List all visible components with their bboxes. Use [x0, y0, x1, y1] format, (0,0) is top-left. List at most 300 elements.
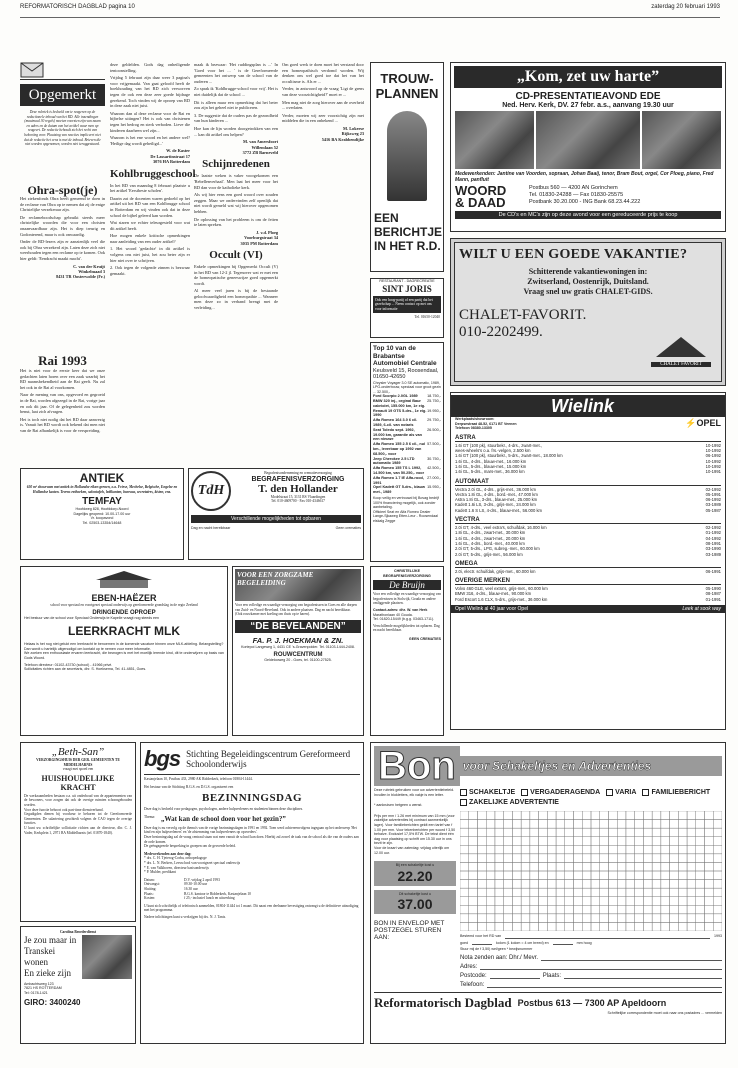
bon-grid-cell[interactable] — [713, 845, 722, 854]
bon-grid-cell[interactable] — [696, 922, 705, 931]
bon-grid-cell[interactable] — [696, 862, 705, 871]
bon-grid-cell[interactable] — [670, 922, 679, 931]
bon-grid-cell[interactable] — [600, 905, 609, 914]
bon-grid-cell[interactable] — [635, 837, 644, 846]
bon-grid-cell[interactable] — [600, 888, 609, 897]
bon-grid-cell[interactable] — [512, 820, 521, 829]
bon-grid-cell[interactable] — [670, 820, 679, 829]
bon-grid-cell[interactable] — [521, 820, 530, 829]
bon-grid-cell[interactable] — [521, 914, 530, 923]
bon-grid-cell[interactable] — [512, 854, 521, 863]
bon-date-field[interactable] — [505, 934, 710, 939]
bon-grid-cell[interactable] — [486, 871, 495, 880]
bon-grid-cell[interactable] — [574, 845, 583, 854]
bon-grid-cell[interactable] — [582, 811, 591, 820]
bon-grid-cell[interactable] — [670, 905, 679, 914]
bon-grid-cell[interactable] — [713, 811, 722, 820]
bon-grid-cell[interactable] — [600, 922, 609, 931]
bon-grid-cell[interactable] — [486, 845, 495, 854]
bon-grid-cell[interactable] — [521, 897, 530, 906]
bon-grid-cell[interactable] — [512, 897, 521, 906]
bon-grid-cell[interactable] — [539, 914, 548, 923]
bon-grid-cell[interactable] — [608, 811, 617, 820]
bon-grid-cell[interactable] — [652, 811, 661, 820]
bon-grid-cell[interactable] — [643, 837, 652, 846]
bon-grid-cell[interactable] — [687, 871, 696, 880]
bon-grid-cell[interactable] — [582, 897, 591, 906]
bon-grid-cell[interactable] — [495, 837, 504, 846]
bon-grid-cell[interactable] — [565, 828, 574, 837]
bon-grid-cell[interactable] — [713, 854, 722, 863]
bon-grid-cell[interactable] — [574, 897, 583, 906]
bon-grid-cell[interactable] — [565, 914, 574, 923]
bon-grid-cell[interactable] — [565, 880, 574, 889]
bon-grid-cell[interactable] — [495, 871, 504, 880]
bon-grid-cell[interactable] — [521, 854, 530, 863]
bon-grid-cell[interactable] — [565, 862, 574, 871]
bon-grid-cell[interactable] — [652, 888, 661, 897]
bon-grid-cell[interactable] — [643, 828, 652, 837]
bon-grid-cell[interactable] — [626, 897, 635, 906]
bon-grid-cell[interactable] — [652, 914, 661, 923]
bon-grid-cell[interactable] — [608, 837, 617, 846]
bon-grid-cell[interactable] — [512, 845, 521, 854]
bon-grid-cell[interactable] — [591, 811, 600, 820]
bon-grid-cell[interactable] — [626, 871, 635, 880]
checkbox-icon[interactable] — [606, 789, 613, 796]
bon-grid-cell[interactable] — [469, 828, 478, 837]
bon-grid-cell[interactable] — [661, 905, 670, 914]
bon-grid-cell[interactable] — [600, 854, 609, 863]
bon-grid-cell[interactable] — [574, 837, 583, 846]
bon-grid-cell[interactable] — [600, 828, 609, 837]
bon-grid-cell[interactable] — [687, 862, 696, 871]
bon-grid-cell[interactable] — [512, 880, 521, 889]
bon-grid-cell[interactable] — [556, 862, 565, 871]
bon-grid-cell[interactable] — [591, 905, 600, 914]
bon-grid-cell[interactable] — [600, 811, 609, 820]
bon-grid-cell[interactable] — [687, 914, 696, 923]
bon-grid-cell[interactable] — [713, 888, 722, 897]
bon-grid-cell[interactable] — [635, 888, 644, 897]
bon-grid-cell[interactable] — [705, 837, 714, 846]
bon-grid-cell[interactable] — [678, 837, 687, 846]
bon-grid-cell[interactable] — [600, 914, 609, 923]
bon-grid-cell[interactable] — [460, 888, 469, 897]
bon-grid-cell[interactable] — [591, 922, 600, 931]
bon-grid-cell[interactable] — [591, 845, 600, 854]
bon-grid-cell[interactable] — [504, 811, 513, 820]
bon-grid-cell[interactable] — [539, 828, 548, 837]
bon-grid-cell[interactable] — [469, 880, 478, 889]
bon-grid-cell[interactable] — [486, 811, 495, 820]
bon-grid-cell[interactable] — [486, 837, 495, 846]
bon-grid-cell[interactable] — [521, 837, 530, 846]
bon-grid-cell[interactable] — [678, 820, 687, 829]
bon-grid-cell[interactable] — [696, 820, 705, 829]
bon-grid-cell[interactable] — [512, 811, 521, 820]
bon-grid-cell[interactable] — [635, 811, 644, 820]
bon-grid-cell[interactable] — [504, 854, 513, 863]
bon-grid-cell[interactable] — [626, 845, 635, 854]
bon-grid-cell[interactable] — [495, 854, 504, 863]
bon-grid-cell[interactable] — [530, 905, 539, 914]
bon-grid-cell[interactable] — [705, 820, 714, 829]
bon-grid-cell[interactable] — [678, 905, 687, 914]
bon-grid-cell[interactable] — [486, 914, 495, 923]
bon-grid-cell[interactable] — [495, 828, 504, 837]
bon-grid-cell[interactable] — [556, 905, 565, 914]
bon-plaats-field[interactable] — [564, 973, 722, 979]
bon-grid-cell[interactable] — [696, 854, 705, 863]
bon-grid-cell[interactable] — [608, 820, 617, 829]
bon-grid-cell[interactable] — [600, 820, 609, 829]
bon-grid-cell[interactable] — [713, 828, 722, 837]
bon-grid-cell[interactable] — [477, 811, 486, 820]
bon-grid-cell[interactable] — [530, 820, 539, 829]
bon-grid-cell[interactable] — [635, 880, 644, 889]
bon-grid-cell[interactable] — [678, 897, 687, 906]
bon-grid-cell[interactable] — [556, 871, 565, 880]
bon-grid-cell[interactable] — [556, 820, 565, 829]
bon-grid-cell[interactable] — [713, 880, 722, 889]
bon-grid-cell[interactable] — [678, 811, 687, 820]
bon-grid-cell[interactable] — [635, 914, 644, 923]
bon-grid-cell[interactable] — [635, 854, 644, 863]
bon-grid-cell[interactable] — [469, 922, 478, 931]
bon-grid-cell[interactable] — [486, 880, 495, 889]
bon-grid-cell[interactable] — [696, 888, 705, 897]
bon-grid-cell[interactable] — [652, 837, 661, 846]
bon-grid-cell[interactable] — [678, 888, 687, 897]
bon-grid-cell[interactable] — [678, 914, 687, 923]
bon-grid-cell[interactable] — [539, 854, 548, 863]
bon-grid-cell[interactable] — [574, 871, 583, 880]
checkbox-icon[interactable] — [521, 789, 528, 796]
bon-grid-cell[interactable] — [460, 914, 469, 923]
bon-grid-cell[interactable] — [608, 905, 617, 914]
bon-grid-cell[interactable] — [582, 837, 591, 846]
bon-grid-cell[interactable] — [687, 820, 696, 829]
bon-grid-cell[interactable] — [469, 914, 478, 923]
bon-grid-cell[interactable] — [582, 880, 591, 889]
bon-grid-cell[interactable] — [608, 880, 617, 889]
bon-grid-cell[interactable] — [617, 871, 626, 880]
bon-grid-cell[interactable] — [705, 845, 714, 854]
bon-grid-cell[interactable] — [617, 811, 626, 820]
bon-grid-cell[interactable] — [678, 922, 687, 931]
bon-grid-cell[interactable] — [705, 828, 714, 837]
bon-grid-cell[interactable] — [565, 845, 574, 854]
bon-grid-cell[interactable] — [460, 862, 469, 871]
bon-grid-cell[interactable] — [582, 854, 591, 863]
bon-grid-cell[interactable] — [477, 888, 486, 897]
bon-grid-cell[interactable] — [713, 820, 722, 829]
bon-grid-cell[interactable] — [591, 828, 600, 837]
bon-grid-cell[interactable] — [477, 837, 486, 846]
bon-grid-cell[interactable] — [512, 888, 521, 897]
bon-grid-cell[interactable] — [547, 871, 556, 880]
bon-grid-cell[interactable] — [661, 854, 670, 863]
bon-grid-cell[interactable] — [661, 820, 670, 829]
bon-grid-cell[interactable] — [460, 880, 469, 889]
bon-grid-cell[interactable] — [547, 854, 556, 863]
bon-grid-cell[interactable] — [565, 837, 574, 846]
bon-grid-cell[interactable] — [574, 828, 583, 837]
bon-post-field[interactable] — [490, 973, 540, 979]
bon-grid-cell[interactable] — [477, 914, 486, 923]
bon-grid-cell[interactable] — [547, 880, 556, 889]
bon-grid-cell[interactable] — [582, 862, 591, 871]
bon-grid-cell[interactable] — [661, 862, 670, 871]
bon-grid-cell[interactable] — [591, 888, 600, 897]
bon-grid-cell[interactable] — [617, 888, 626, 897]
bon-grid-cell[interactable] — [705, 811, 714, 820]
bon-mm-field[interactable] — [553, 941, 573, 946]
bon-grid-cell[interactable] — [652, 862, 661, 871]
bon-grid-cell[interactable] — [661, 888, 670, 897]
bon-grid-cell[interactable] — [696, 871, 705, 880]
bon-category-checkbox[interactable] — [521, 789, 600, 796]
bon-grid-cell[interactable] — [643, 905, 652, 914]
bon-grid-cell[interactable] — [582, 845, 591, 854]
bon-grid-cell[interactable] — [670, 880, 679, 889]
bon-grid-cell[interactable] — [635, 845, 644, 854]
bon-grid-cell[interactable] — [504, 888, 513, 897]
bon-grid-cell[interactable] — [565, 854, 574, 863]
bon-grid-cell[interactable] — [591, 897, 600, 906]
bon-grid-cell[interactable] — [530, 922, 539, 931]
bon-grid-cell[interactable] — [504, 871, 513, 880]
bon-grid-cell[interactable] — [477, 897, 486, 906]
bon-grid-cell[interactable] — [539, 811, 548, 820]
bon-grid-cell[interactable] — [460, 897, 469, 906]
bon-grid-cell[interactable] — [600, 837, 609, 846]
bon-grid-cell[interactable] — [539, 871, 548, 880]
bon-grid-cell[interactable] — [678, 862, 687, 871]
bon-grid-cell[interactable] — [460, 828, 469, 837]
bon-grid-cell[interactable] — [539, 880, 548, 889]
bon-grid-cell[interactable] — [460, 871, 469, 880]
bon-grid-cell[interactable] — [477, 862, 486, 871]
bon-grid-cell[interactable] — [696, 897, 705, 906]
bon-grid-cell[interactable] — [670, 914, 679, 923]
bon-grid-cell[interactable] — [643, 914, 652, 923]
bon-grid-cell[interactable] — [687, 837, 696, 846]
bon-grid-cell[interactable] — [530, 897, 539, 906]
bon-grid-cell[interactable] — [608, 914, 617, 923]
bon-grid-cell[interactable] — [486, 854, 495, 863]
bon-grid-cell[interactable] — [617, 922, 626, 931]
bon-grid-cell[interactable] — [469, 862, 478, 871]
bon-grid-cell[interactable] — [547, 862, 556, 871]
bon-grid-cell[interactable] — [652, 905, 661, 914]
bon-grid-cell[interactable] — [495, 845, 504, 854]
bon-grid-cell[interactable] — [670, 837, 679, 846]
bon-grid-cell[interactable] — [678, 828, 687, 837]
bon-grid-cell[interactable] — [530, 871, 539, 880]
bon-grid-cell[interactable] — [469, 905, 478, 914]
bon-grid-cell[interactable] — [582, 871, 591, 880]
bon-grid-cell[interactable] — [635, 820, 644, 829]
bon-grid-cell[interactable] — [512, 871, 521, 880]
bon-grid-cell[interactable] — [530, 811, 539, 820]
bon-grid-cell[interactable] — [469, 845, 478, 854]
bon-grid-cell[interactable] — [670, 897, 679, 906]
bon-grid-cell[interactable] — [670, 888, 679, 897]
bon-grid-cell[interactable] — [477, 922, 486, 931]
bon-grid-cell[interactable] — [582, 828, 591, 837]
bon-grid-cell[interactable] — [670, 862, 679, 871]
bon-grid-cell[interactable] — [608, 828, 617, 837]
bon-grid-cell[interactable] — [556, 914, 565, 923]
bon-grid-cell[interactable] — [652, 922, 661, 931]
bon-grid-cell[interactable] — [477, 854, 486, 863]
bon-grid-cell[interactable] — [521, 862, 530, 871]
bon-grid-cell[interactable] — [626, 854, 635, 863]
bon-grid-cell[interactable] — [565, 871, 574, 880]
bon-letter-grid[interactable] — [460, 811, 722, 931]
bon-grid-cell[interactable] — [486, 820, 495, 829]
bon-grid-cell[interactable] — [617, 837, 626, 846]
bon-grid-cell[interactable] — [670, 871, 679, 880]
bon-grid-cell[interactable] — [600, 845, 609, 854]
bon-grid-cell[interactable] — [643, 880, 652, 889]
bon-grid-cell[interactable] — [591, 854, 600, 863]
bon-grid-cell[interactable] — [539, 897, 548, 906]
bon-grid-cell[interactable] — [635, 922, 644, 931]
bon-grid-cell[interactable] — [460, 905, 469, 914]
bon-grid-cell[interactable] — [582, 888, 591, 897]
bon-grid-cell[interactable] — [486, 888, 495, 897]
bon-grid-cell[interactable] — [521, 871, 530, 880]
bon-adres-field[interactable] — [480, 964, 722, 970]
bon-grid-cell[interactable] — [678, 880, 687, 889]
bon-grid-cell[interactable] — [582, 914, 591, 923]
bon-grid-cell[interactable] — [687, 854, 696, 863]
bon-grid-cell[interactable] — [670, 828, 679, 837]
bon-grid-cell[interactable] — [643, 888, 652, 897]
bon-grid-cell[interactable] — [591, 862, 600, 871]
bon-grid-cell[interactable] — [556, 828, 565, 837]
bon-grid-cell[interactable] — [643, 897, 652, 906]
bon-grid-cell[interactable] — [713, 905, 722, 914]
bon-grid-cell[interactable] — [565, 888, 574, 897]
bon-grid-cell[interactable] — [539, 862, 548, 871]
bon-grid-cell[interactable] — [643, 922, 652, 931]
bon-grid-cell[interactable] — [469, 897, 478, 906]
bon-grid-cell[interactable] — [574, 820, 583, 829]
bon-grid-cell[interactable] — [600, 862, 609, 871]
bon-grid-cell[interactable] — [696, 828, 705, 837]
bon-grid-cell[interactable] — [556, 888, 565, 897]
bon-grid-cell[interactable] — [582, 905, 591, 914]
bon-grid-cell[interactable] — [574, 811, 583, 820]
bon-grid-cell[interactable] — [626, 820, 635, 829]
checkbox-icon[interactable] — [642, 789, 649, 796]
bon-grid-cell[interactable] — [617, 845, 626, 854]
checkbox-icon[interactable] — [460, 789, 467, 796]
bon-grid-cell[interactable] — [687, 888, 696, 897]
bon-category-checkbox[interactable] — [642, 789, 710, 796]
bon-grid-cell[interactable] — [530, 880, 539, 889]
bon-grid-cell[interactable] — [626, 828, 635, 837]
bon-grid-cell[interactable] — [539, 888, 548, 897]
bon-grid-cell[interactable] — [608, 845, 617, 854]
bon-grid-cell[interactable] — [504, 905, 513, 914]
bon-grid-cell[interactable] — [643, 820, 652, 829]
bon-grid-cell[interactable] — [565, 897, 574, 906]
bon-grid-cell[interactable] — [521, 828, 530, 837]
bon-grid-cell[interactable] — [652, 897, 661, 906]
bon-grid-cell[interactable] — [556, 897, 565, 906]
bon-grid-cell[interactable] — [626, 880, 635, 889]
bon-grid-cell[interactable] — [521, 880, 530, 889]
bon-grid-cell[interactable] — [547, 914, 556, 923]
bon-grid-cell[interactable] — [512, 914, 521, 923]
bon-grid-cell[interactable] — [635, 871, 644, 880]
bon-grid-cell[interactable] — [661, 897, 670, 906]
bon-grid-cell[interactable] — [486, 828, 495, 837]
bon-grid-cell[interactable] — [539, 905, 548, 914]
bon-grid-cell[interactable] — [530, 828, 539, 837]
bon-grid-cell[interactable] — [486, 905, 495, 914]
bon-grid-cell[interactable] — [477, 820, 486, 829]
bon-grid-cell[interactable] — [617, 820, 626, 829]
bon-grid-cell[interactable] — [460, 922, 469, 931]
bon-grid-cell[interactable] — [539, 820, 548, 829]
bon-grid-cell[interactable] — [512, 828, 521, 837]
bon-grid-cell[interactable] — [460, 811, 469, 820]
bon-grid-cell[interactable] — [626, 905, 635, 914]
bon-grid-cell[interactable] — [477, 828, 486, 837]
bon-grid-cell[interactable] — [469, 871, 478, 880]
bon-grid-cell[interactable] — [652, 845, 661, 854]
bon-grid-cell[interactable] — [705, 897, 714, 906]
bon-category-checkbox[interactable] — [606, 789, 636, 796]
bon-grid-cell[interactable] — [591, 820, 600, 829]
bon-grid-cell[interactable] — [661, 845, 670, 854]
bon-grid-cell[interactable] — [486, 897, 495, 906]
bon-kolom-field[interactable] — [472, 941, 492, 946]
bon-grid-cell[interactable] — [713, 862, 722, 871]
bon-grid-cell[interactable] — [617, 914, 626, 923]
bon-grid-cell[interactable] — [547, 820, 556, 829]
bon-grid-cell[interactable] — [635, 897, 644, 906]
bon-grid-cell[interactable] — [626, 862, 635, 871]
bon-grid-cell[interactable] — [705, 905, 714, 914]
bon-grid-cell[interactable] — [591, 871, 600, 880]
bon-grid-cell[interactable] — [495, 914, 504, 923]
bon-grid-cell[interactable] — [565, 905, 574, 914]
bon-grid-cell[interactable] — [565, 820, 574, 829]
bon-grid-cell[interactable] — [705, 914, 714, 923]
bon-grid-cell[interactable] — [460, 845, 469, 854]
bon-grid-cell[interactable] — [556, 845, 565, 854]
bon-grid-cell[interactable] — [626, 888, 635, 897]
bon-grid-cell[interactable] — [713, 837, 722, 846]
bon-grid-cell[interactable] — [495, 922, 504, 931]
bon-grid-cell[interactable] — [477, 871, 486, 880]
bon-grid-cell[interactable] — [495, 820, 504, 829]
bon-grid-cell[interactable] — [574, 880, 583, 889]
bon-grid-cell[interactable] — [626, 837, 635, 846]
bon-grid-cell[interactable] — [512, 862, 521, 871]
bon-grid-cell[interactable] — [670, 845, 679, 854]
bon-grid-cell[interactable] — [626, 922, 635, 931]
bon-grid-cell[interactable] — [530, 837, 539, 846]
bon-grid-cell[interactable] — [626, 811, 635, 820]
